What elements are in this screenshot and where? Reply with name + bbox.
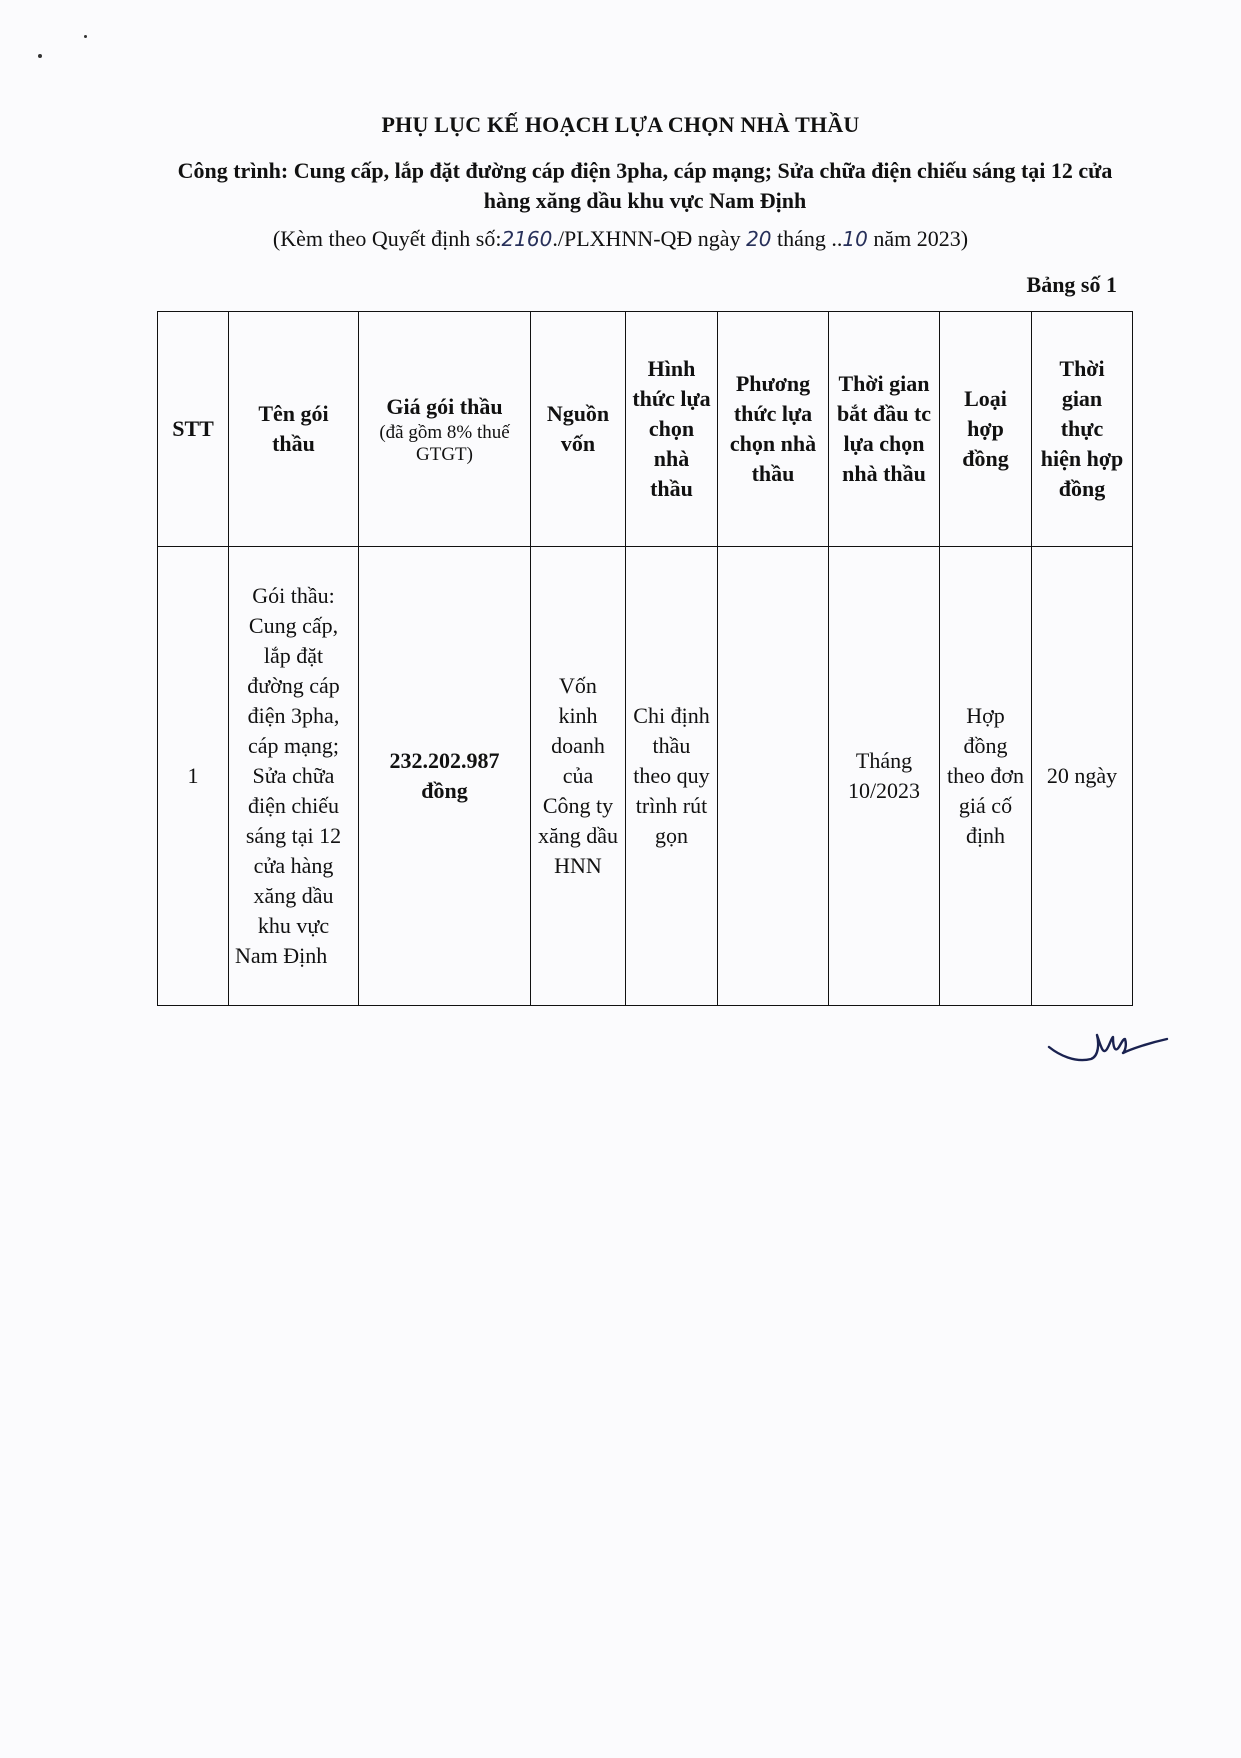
cell-contract-type: Hợp đồng theo đơn giá cố định [940,547,1032,1006]
attachment-line [0,226,1241,252]
decision-month: 10 [842,227,868,251]
table-row [158,547,1133,1006]
header-stt: STT [158,312,229,547]
scan-speck [38,54,42,58]
header-price-note: (đã gồm 8% thuế GTGT) [379,422,510,465]
table-label: Bảng số 1 [1026,272,1117,297]
project-subtitle: Công trình: Cung cấp, lắp đặt đường cáp điện 3pha, cáp mạng; Sửa chữa điện chiếu sáng tại 12 cửa hàng xăng dầu khu vực Nam Định [177,158,1113,213]
decision-day: 20 [746,227,772,251]
contractor-plan-table [157,311,1133,1006]
cell-selection-method [718,547,829,1006]
attachment-month-label: tháng .. [771,226,843,251]
cell-price: 232.202.987 đồng [359,547,531,1006]
cell-package-name: Gói thầu: Cung cấp, lắp đặt đường cáp điện 3pha, cáp mạng; Sửa chữa điện chiếu sáng tại 12 cửa hàng xăng dầu khu vực Nam Định [229,547,359,1006]
cell-start-time: Tháng 10/2023 [829,547,940,1006]
attachment-suffix: năm 2023) [867,226,969,251]
header-price-label: Giá gói thầu [386,394,503,419]
header-duration: Thời gian thực hiện hợp đồng [1032,312,1133,547]
attachment-prefix: (Kèm theo Quyết định số: [272,226,502,251]
header-funding: Nguồn vốn [531,312,626,547]
document-title: PHỤ LỤC KẾ HOẠCH LỰA CHỌN NHÀ THẦU [381,112,860,137]
table-header-row [158,312,1133,547]
header-package-name: Tên gói thầu [229,312,359,547]
header-price [359,312,531,547]
header-contract-type: Loại hợp đồng [940,312,1032,547]
header-selection-form: Hình thức lựa chọn nhà thầu [626,312,718,547]
scan-speck [84,35,87,38]
cell-stt: 1 [158,547,229,1006]
cell-selection-form: Chi định thầu theo quy trình rút gọn [626,547,718,1006]
header-start-time: Thời gian bắt đầu tc lựa chọn nhà thầu [829,312,940,547]
attachment-middle: ./PLXHNN-QĐ ngày [552,226,747,251]
signature-mark [1045,1025,1175,1073]
cell-duration: 20 ngày [1032,547,1133,1006]
header-selection-method: Phương thức lựa chọn nhà thầu [718,312,829,547]
cell-funding: Vốn kinh doanh của Công ty xăng dầu HNN [531,547,626,1006]
decision-number: 2160 [501,227,553,251]
